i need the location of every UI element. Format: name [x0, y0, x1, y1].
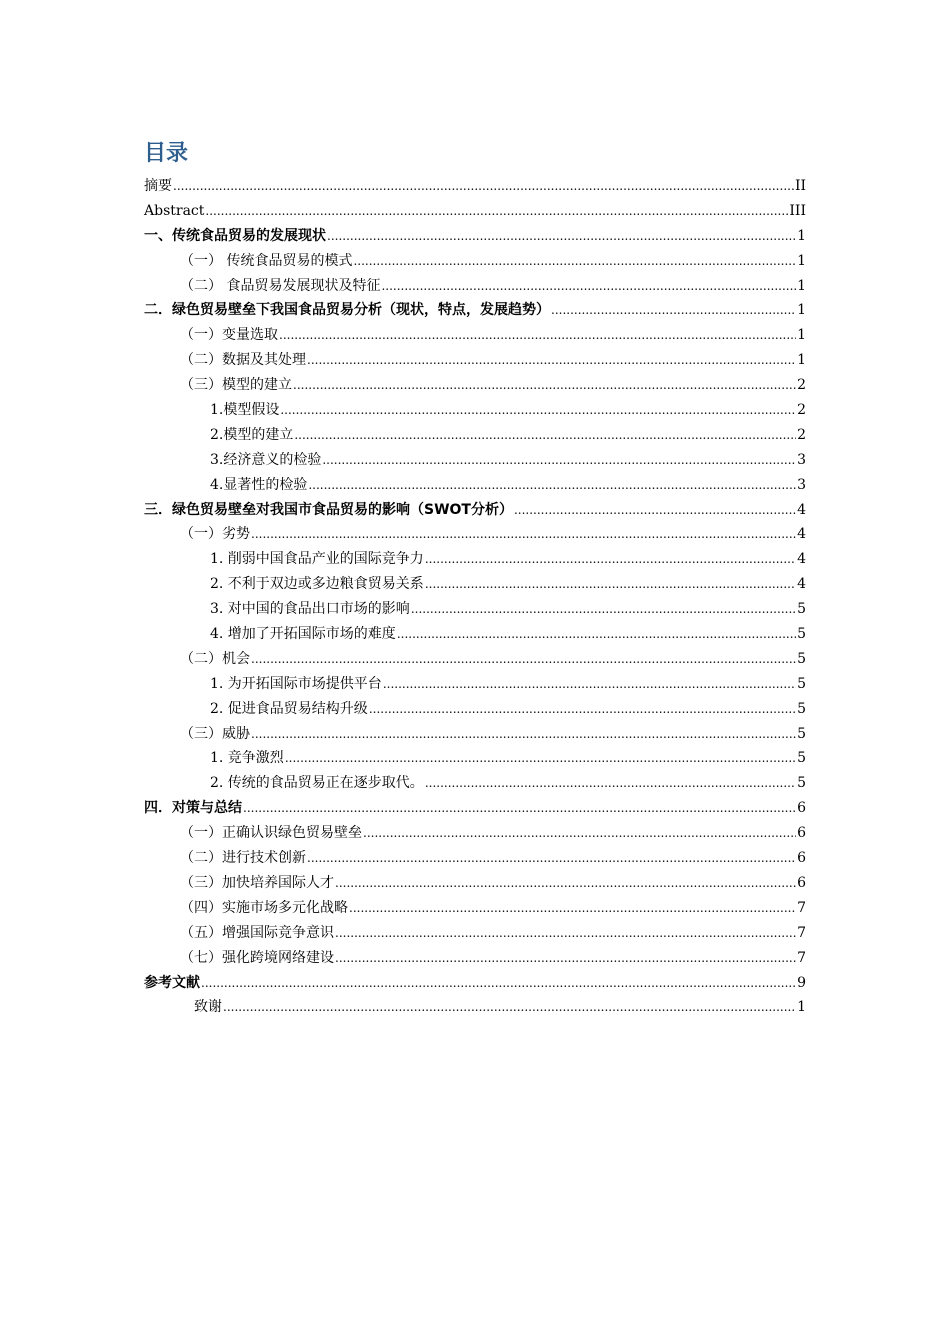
toc-title: 目录	[144, 141, 189, 166]
toc-entry[interactable]	[144, 771, 806, 796]
toc-entry-page-number: 7	[797, 949, 806, 966]
dot-leader	[363, 821, 796, 846]
dot-leader	[514, 498, 796, 523]
toc-entry-page-number: 5	[797, 700, 806, 717]
toc-entry-page-number: 6	[797, 800, 806, 817]
toc-entry-label: 2. 传统的食品贸易正在逐步取代。	[210, 775, 424, 792]
toc-entry[interactable]	[144, 274, 806, 299]
toc-entry-label: 4.显著性的检验	[210, 476, 308, 493]
toc-entry-page-number: 5	[797, 675, 806, 692]
toc-entry-page-number: 4	[797, 576, 806, 593]
dot-leader	[335, 946, 796, 971]
toc-entry-page-number: 6	[797, 850, 806, 867]
toc-entry-page-number: 2	[797, 402, 806, 419]
toc-entry-label: 四．对策与总结	[144, 800, 242, 817]
dot-leader	[279, 323, 796, 348]
toc-entry[interactable]	[144, 224, 806, 249]
toc-entry-label: 3. 对中国的食品出口市场的影响	[210, 601, 410, 618]
toc-entry-label: 三．绿色贸易壁垒对我国市食品贸易的影响（SWOT分析）	[144, 501, 513, 518]
dot-leader	[397, 622, 796, 647]
dot-leader	[383, 672, 796, 697]
dot-leader	[335, 871, 796, 896]
toc-entry[interactable]	[144, 547, 806, 572]
toc-entry-page-number: 3	[797, 476, 806, 493]
toc-entry[interactable]	[144, 572, 806, 597]
toc-entry-page-number: 3	[797, 451, 806, 468]
toc-entry-label: （三）加快培养国际人才	[180, 874, 334, 891]
toc-entry-label: （二）机会	[180, 650, 250, 667]
toc-entry[interactable]	[144, 921, 806, 946]
toc-entry[interactable]	[144, 423, 806, 448]
toc-entry[interactable]	[144, 796, 806, 821]
dot-leader	[369, 697, 796, 722]
dot-leader	[411, 597, 796, 622]
toc-entry-page-number: 1	[797, 999, 806, 1016]
toc-entry[interactable]	[144, 373, 806, 398]
toc-entry-label: 一、传统食品贸易的发展现状	[144, 227, 326, 244]
toc-entry[interactable]	[144, 398, 806, 423]
toc-entry[interactable]	[144, 722, 806, 747]
toc-entry-page-number: II	[794, 178, 806, 194]
toc-entry-label: （一）变量选取	[180, 327, 278, 344]
toc-entry[interactable]	[144, 473, 806, 498]
toc-entry[interactable]	[144, 995, 806, 1020]
toc-entry-page-number: 6	[797, 825, 806, 842]
dot-leader	[293, 373, 796, 398]
toc-entry-label: 2. 不利于双边或多边粮食贸易关系	[210, 576, 424, 593]
toc-entry[interactable]	[144, 249, 806, 274]
dot-leader	[425, 572, 796, 597]
toc-entry-page-number: 1	[797, 252, 806, 269]
toc-entry-label: （五）增强国际竞争意识	[180, 924, 334, 941]
toc-entry-label: 致谢	[194, 999, 222, 1016]
toc-entry[interactable]	[144, 971, 806, 996]
toc-entry-label: 参考文献	[144, 974, 200, 991]
dot-leader	[251, 722, 796, 747]
dot-leader	[173, 174, 794, 199]
toc-entry[interactable]	[144, 871, 806, 896]
dot-leader	[349, 896, 796, 921]
toc-entry[interactable]	[144, 298, 806, 323]
toc-entry-page-number: III	[789, 202, 806, 219]
toc-entry-label: （一） 传统食品贸易的模式	[180, 252, 353, 269]
toc-entry-label: （二） 食品贸易发展现状及特征	[180, 277, 381, 294]
toc-entry-label: （三）模型的建立	[180, 377, 292, 394]
toc-entry-page-number: 1	[797, 302, 806, 319]
dot-leader	[251, 522, 796, 547]
dot-leader	[327, 224, 796, 249]
toc-entry[interactable]	[144, 348, 806, 373]
toc-entry-page-number: 5	[797, 650, 806, 667]
toc-entry-page-number: 5	[797, 601, 806, 618]
dot-leader	[280, 398, 796, 423]
dot-leader	[205, 199, 788, 224]
dot-leader	[243, 796, 796, 821]
dot-leader	[308, 473, 796, 498]
toc-entry[interactable]	[144, 821, 806, 846]
toc-entry-label: （二）进行技术创新	[180, 850, 306, 867]
toc-entry-page-number: 2	[797, 426, 806, 443]
toc-entry-label: 1. 削弱中国食品产业的国际竞争力	[210, 551, 424, 568]
toc-entry[interactable]	[144, 448, 806, 473]
toc-entry-label: （三）威胁	[180, 725, 250, 742]
toc-entry-page-number: 1	[797, 227, 806, 244]
toc-entry-page-number: 1	[797, 277, 806, 294]
dot-leader	[551, 298, 796, 323]
toc-entry[interactable]	[144, 896, 806, 921]
toc-entry-label: （一）正确认识绿色贸易壁垒	[180, 825, 362, 842]
toc-entry-page-number: 2	[797, 377, 806, 394]
toc-entry-label: 摘要	[144, 178, 172, 194]
dot-leader	[251, 647, 796, 672]
toc-entry-label: （二）数据及其处理	[180, 352, 306, 369]
toc-entry-label: （一）劣势	[180, 526, 250, 543]
toc-entry-label: 2. 促进食品贸易结构升级	[210, 700, 368, 717]
toc-entry[interactable]	[144, 597, 806, 622]
toc-entry-page-number: 4	[797, 526, 806, 543]
toc-entry-page-number: 1	[797, 327, 806, 344]
toc-entry[interactable]	[144, 672, 806, 697]
toc-entry-label: Abstract	[144, 202, 205, 219]
dot-leader	[285, 746, 796, 771]
dot-leader	[294, 423, 796, 448]
toc-entry[interactable]	[144, 323, 806, 348]
dot-leader	[425, 771, 796, 796]
toc-entry-label: 3.经济意义的检验	[210, 451, 322, 468]
dot-leader	[201, 971, 796, 996]
toc-entry[interactable]	[144, 522, 806, 547]
toc-entry-label: 2.模型的建立	[210, 426, 294, 443]
dot-leader	[307, 846, 796, 871]
dot-leader	[223, 995, 796, 1020]
toc-entry-label: （七）强化跨境网络建设	[180, 949, 334, 966]
toc-entry-label: 1.模型假设	[210, 402, 280, 419]
toc-entry[interactable]	[144, 174, 806, 199]
toc-entry-page-number: 5	[797, 775, 806, 792]
toc-entry-page-number: 7	[797, 924, 806, 941]
toc-entry-page-number: 7	[797, 899, 806, 916]
toc-entry[interactable]	[144, 697, 806, 722]
toc-entry[interactable]	[144, 498, 806, 523]
toc-entry[interactable]	[144, 846, 806, 871]
dot-leader	[381, 274, 796, 299]
toc-entry-page-number: 5	[797, 725, 806, 742]
dot-leader	[425, 547, 796, 572]
dot-leader	[307, 348, 796, 373]
toc-entry-label: 1. 竞争激烈	[210, 750, 284, 767]
toc-entry[interactable]	[144, 746, 806, 771]
toc-entry[interactable]	[144, 622, 806, 647]
toc-entry[interactable]	[144, 647, 806, 672]
toc-entry-page-number: 1	[797, 352, 806, 369]
toc-entry-label: 1. 为开拓国际市场提供平台	[210, 675, 382, 692]
toc-entry-page-number: 6	[797, 874, 806, 891]
toc-entry[interactable]	[144, 199, 806, 224]
table-of-contents	[144, 174, 806, 1020]
dot-leader	[335, 921, 796, 946]
toc-entry-page-number: 9	[797, 974, 806, 991]
toc-entry-page-number: 4	[797, 501, 806, 518]
toc-entry-page-number: 4	[797, 551, 806, 568]
toc-entry-page-number: 5	[797, 750, 806, 767]
dot-leader	[353, 249, 796, 274]
toc-entry-label: 二．绿色贸易壁垒下我国食品贸易分析（现状，特点，发展趋势）	[144, 302, 550, 319]
toc-entry-label: （四）实施市场多元化战略	[180, 899, 348, 916]
toc-entry-label: 4. 增加了开拓国际市场的难度	[210, 626, 396, 643]
toc-entry[interactable]	[144, 946, 806, 971]
dot-leader	[322, 448, 796, 473]
toc-entry-page-number: 5	[797, 626, 806, 643]
